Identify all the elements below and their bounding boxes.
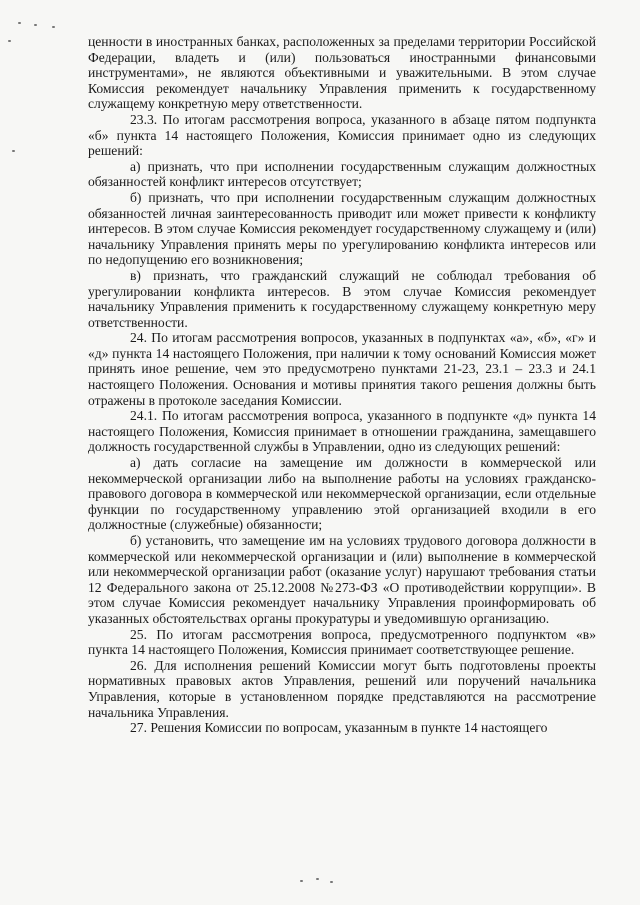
paragraph: б) установить, что замещение им на условиях трудового договора должности в коммерческой или некоммерческой организации и (или) выполнение в коммерческой или некоммерческой организации работ (оказание услуг) нарушают требования статьи 12 Федерального закона от 25.12.2008 №273-ФЗ «О противодействии коррупции». В этом случае Комиссия рекомендует начальнику Управления проинформировать об указанных обстоятельствах органы прокуратуры и уведомившую организацию.: [88, 533, 596, 626]
paragraph: 23.3. По итогам рассмотрения вопроса, указанного в абзаце пятом подпункта «б» пункта 14 настоящего Положения, Комиссия принимает одно из следующих решений:: [88, 111, 596, 159]
scan-speck: [12, 150, 15, 152]
paragraph: 27. Решения Комиссии по вопросам, указанным в пункте 14 настоящего: [130, 720, 548, 736]
paragraph: 26. Для исполнения решений Комиссии могут быть подготовлены проекты нормативных правовых актов Управления, решений или поручений начальника Управления, которые в установленном порядке представляются на рассмотрение начальника Управления.: [88, 657, 596, 720]
paragraph: б) признать, что при исполнении государственным служащим должностных обязанностей личная заинтересованность приводит или может привести к конфликту интересов. В этом случае Комиссия рекомендует государственному служащему и (или) начальнику Управления принять меры по урегулированию конфликта интересов или по недопущению его возникновения;: [88, 189, 596, 268]
paragraph: 25. По итогам рассмотрения вопроса, предусмотренного подпунктом «в» пункта 14 настоящего Положения, Комиссия принимает соответствующее решение.: [88, 626, 596, 658]
document-body: [88, 34, 596, 736]
scan-speck: [52, 26, 55, 28]
paragraph: а) дать согласие на замещение им должности в коммерческой или некоммерческой организации либо на выполнение работы на условиях гражданско-правового договора в коммерческой или некоммерческой организации, если отдельные функции по государственному управлению этой организацией входили в его должностные (служебные) обязанности;: [88, 455, 596, 533]
scan-speck: [316, 878, 319, 880]
paragraph: ценности в иностранных банках, расположенных за пределами территории Российской Федерации, владеть и (или) пользоваться иностранными финансовыми инструментами», не являются объективными и уважительными. В этом случае Комиссия рекомендует начальнику Управления применить к государственному служащему конкретную меру ответственности.: [88, 34, 596, 112]
scan-speck: [34, 24, 37, 26]
scan-speck: [330, 881, 333, 883]
scan-speck: [8, 40, 11, 42]
paragraph: а) признать, что при исполнении государственным служащим должностных обязанностей конфликт интересов отсутствует;: [88, 158, 596, 190]
paragraph: в) признать, что гражданский служащий не соблюдал требования об урегулировании конфликта интересов. В этом случае Комиссия рекомендует начальнику Управления применить к государственному служащему конкретную меру ответственности.: [88, 267, 596, 330]
scan-speck: [300, 880, 303, 882]
paragraph: 24. По итогам рассмотрения вопросов, указанных в подпунктах «а», «б», «г» и «д» пункта 14 настоящего Положения, при наличии к тому оснований Комиссия может принять иное решение, чем это предусмотрено пунктами 21-23, 23.1 – 23.3 и 24.1 настоящего Положения. Основания и мотивы принятия такого решения должны быть отражены в протоколе заседания Комиссии.: [88, 330, 596, 408]
scan-speck: [18, 22, 21, 24]
paragraph: 24.1. По итогам рассмотрения вопроса, указанного в подпункте «д» пункта 14 настоящего Положения, Комиссия принимает в отношении гражданина, замещавшего должность государственной службы в Управлении, одно из следующих решений:: [88, 408, 596, 455]
